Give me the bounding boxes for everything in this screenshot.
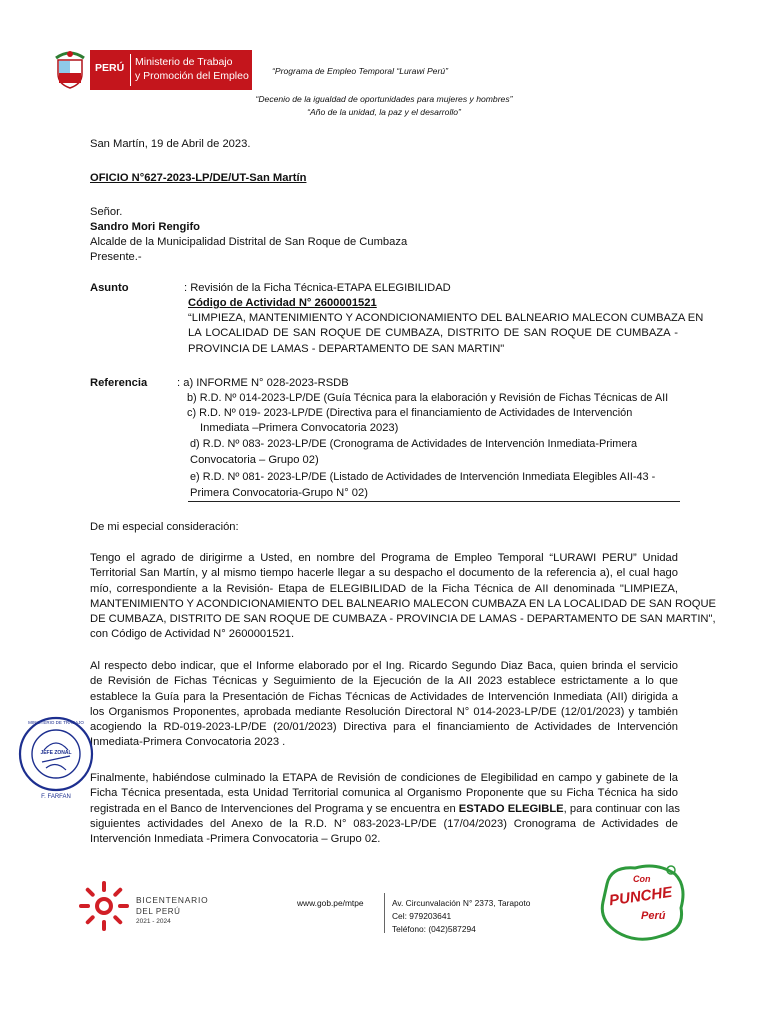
paragraph-line: Al respecto debo indicar, que el Informe elaborado por el Ing. Ricardo Segundo Diaz Baca, quien brinda el servicio <box>90 660 678 672</box>
paragraph-3 <box>90 771 678 847</box>
referencia-item: d) R.D. Nº 083- 2023-LP/DE (Cronograma de Actividades de Intervención Inmediata-Primera <box>190 438 638 450</box>
ministry-name-line1: Ministerio de Trabajo <box>135 56 233 68</box>
asunto-desc-line: “LIMPIEZA, MANTENIMIENTO Y ACONDICIONAMIENTO DEL BALNEARIO MALECON CUMBAZA EN <box>188 312 704 324</box>
punche-bottom: Perú <box>641 910 666 922</box>
asunto-code: Código de Actividad N° 2600001521 <box>188 297 377 309</box>
recipient-name: Sandro Mori Rengifo <box>90 221 201 233</box>
footer-website[interactable]: www.gob.pe/mtpe <box>297 898 364 908</box>
footer-telefono: Teléfono: (042)587294 <box>392 924 476 934</box>
paragraph-line: DE CUMBAZA, DISTRITO DE SAN ROQUE DE CUMBAZA - PROVINCIA DE LAMAS - DEPARTAMENTO DE SAN MARTIN", <box>90 613 716 626</box>
asunto-line1: : Revisión de la Ficha Técnica-ETAPA ELEGIBILIDAD <box>184 282 451 294</box>
bicentenario-line2: DEL PERÚ <box>136 907 181 916</box>
coat-of-arms-icon <box>52 50 88 90</box>
footer-cel: Cel: 979203641 <box>392 911 452 921</box>
ministry-name-line2: y Promoción del Empleo <box>135 70 249 82</box>
punche-peru-logo <box>597 860 689 942</box>
letter-date: San Martín, 19 de Abril de 2023. <box>90 138 251 150</box>
text-segment: registrada en el Banco de Intervenciones del Programa y se encuentra en <box>90 802 459 815</box>
referencia-item: Convocatoria – Grupo 02) <box>190 454 319 466</box>
footer-address: Av. Circunvalación N° 2373, Tarapoto <box>392 898 531 908</box>
referencia-item: c) R.D. Nº 019- 2023-LP/DE (Directiva para el financiamiento de Actividades de Intervención <box>187 407 633 419</box>
referencia-item: b) R.D. Nº 014-2023-LP/DE (Guía Técnica para la elaboración y Revisión de Fichas Técnicas de AII <box>187 392 669 404</box>
bicentenario-line1: BICENTENARIO <box>136 895 209 905</box>
greeting: De mi especial consideración: <box>90 521 239 533</box>
paragraph-2 <box>90 659 678 751</box>
decade-line: “Decenio de la igualdad de oportunidades para mujeres y hombres” <box>255 94 513 104</box>
asunto-desc-line: LA LOCALIDAD DE SAN ROQUE DE CUMBAZA, DISTRITO DE SAN ROQUE DE CUMBAZA - <box>188 327 678 340</box>
salutation: Señor. <box>90 206 123 218</box>
ministry-country: PERÚ <box>95 62 125 74</box>
paragraph-line: MANTENIMIENTO Y ACONDICIONAMIENTO DEL BALNEARIO MALECON CUMBAZA EN LA LOCALIDAD DE SAN ROQUE <box>90 597 717 610</box>
punche-top: Con <box>633 874 651 884</box>
stamp-text-center: JEFE ZONAL <box>40 750 72 756</box>
stamp-signature-label: F. FARFAN <box>41 794 71 800</box>
divider <box>188 501 680 502</box>
asunto-description <box>188 311 704 357</box>
paragraph-line: Intervención Inmediata -Primera Convocatoria – Grupo 02. <box>90 833 381 846</box>
stamp-text-top: MINISTERIO DE TRABAJO <box>28 720 84 725</box>
text-segment: , para continuar con las <box>563 802 680 815</box>
bicentenario-logo <box>78 880 218 932</box>
referencia-item: e) R.D. Nº 081- 2023-LP/DE (Listado de Actividades de Intervención Inmediata Elegibles AII-43 - <box>190 471 656 483</box>
presente: Presente.- <box>90 251 142 263</box>
paragraph-line: Finalmente, habiéndose culminado la ETAPA de Revisión de condiciones de Elegibilidad en campo y gabinete de la <box>90 772 678 784</box>
paragraph-line: los Organismos Proponentes, aprobada mediante Resolución Directoral N° 014-2023-LP/DE (12/01/2023) y también <box>90 705 678 718</box>
official-stamp <box>16 714 96 804</box>
paragraph-line: establece la Guía para la Presentación de Fichas Técnicas de Actividades de Intervención Inmediata (AII) dirigida a <box>90 690 678 703</box>
bicentenario-emblem-icon <box>78 880 130 932</box>
ministry-logo <box>52 50 252 90</box>
referencia-item: Primera Convocatoria-Grupo N° 02) <box>190 487 368 499</box>
paragraph-line: siguientes actividades del Anexo de la R.D. N° 083-2023-LP/DE (17/04/2023) Cronograma de Actividades de <box>90 817 678 830</box>
paragraph-line: Tengo el agrado de dirigirme a Usted, en nombre del Programa de Empleo Temporal “LURAWI PERU” Unidad <box>90 552 678 564</box>
paragraph-line: con Código de Actividad N° 2600001521. <box>90 628 295 641</box>
program-title: “Programa de Empleo Temporal “Lurawi Perú” <box>272 66 448 76</box>
paragraph-1 <box>90 551 717 643</box>
referencia-label: Referencia <box>90 377 148 389</box>
paragraph-line: mío, correspondiente a la Revisión- Etapa de ELEGIBILIDAD de la Ficha Técnica de AII denominada "LIMPIEZA, <box>90 582 678 595</box>
punche-main: PUNCHE <box>608 883 674 910</box>
footer-divider <box>384 893 385 933</box>
paragraph-line: Inmediata-Primera Convocatoria 2023 . <box>90 736 286 749</box>
asunto-desc-line: PROVINCIA DE LAMAS - DEPARTAMENTO DE SAN MARTIN" <box>188 342 505 355</box>
year-line: “Año de la unidad, la paz y el desarrollo” <box>307 107 461 117</box>
referencia-item: : a) INFORME N° 028-2023-RSDB <box>177 377 349 389</box>
paragraph-line: Territorial San Martín, y al mismo tiempo hacerle llegar a su despacho el documento de la referencia a), el cual hago <box>90 567 678 580</box>
bicentenario-line3: 2021 - 2024 <box>136 918 171 925</box>
paragraph-line: de Revisión de Fichas Técnicas y Seguimiento de la Ejecución de la AII 2023 establece estrictamente a lo que <box>90 675 678 688</box>
office-number: OFICIO N°627-2023-LP/DE/UT-San Martín <box>90 172 307 184</box>
estado-elegible: ESTADO ELEGIBLE <box>458 802 564 815</box>
paragraph-line: acogiendo la RD-019-2023-LP/DE (20/01/2023) Directiva para el financiamiento de Actividades de Intervención <box>90 721 678 734</box>
referencia-item: Inmediata –Primera Convocatoria 2023) <box>200 422 399 434</box>
paragraph-line: Ficha Técnica presentada, esta Unidad Territorial comunica al Organismo Proponente que su Ficha Técnica ha sido <box>90 787 678 800</box>
asunto-label: Asunto <box>90 282 129 294</box>
paragraph-line-mixed <box>90 802 678 817</box>
recipient-title: Alcalde de la Municipalidad Distrital de San Roque de Cumbaza <box>90 236 408 248</box>
